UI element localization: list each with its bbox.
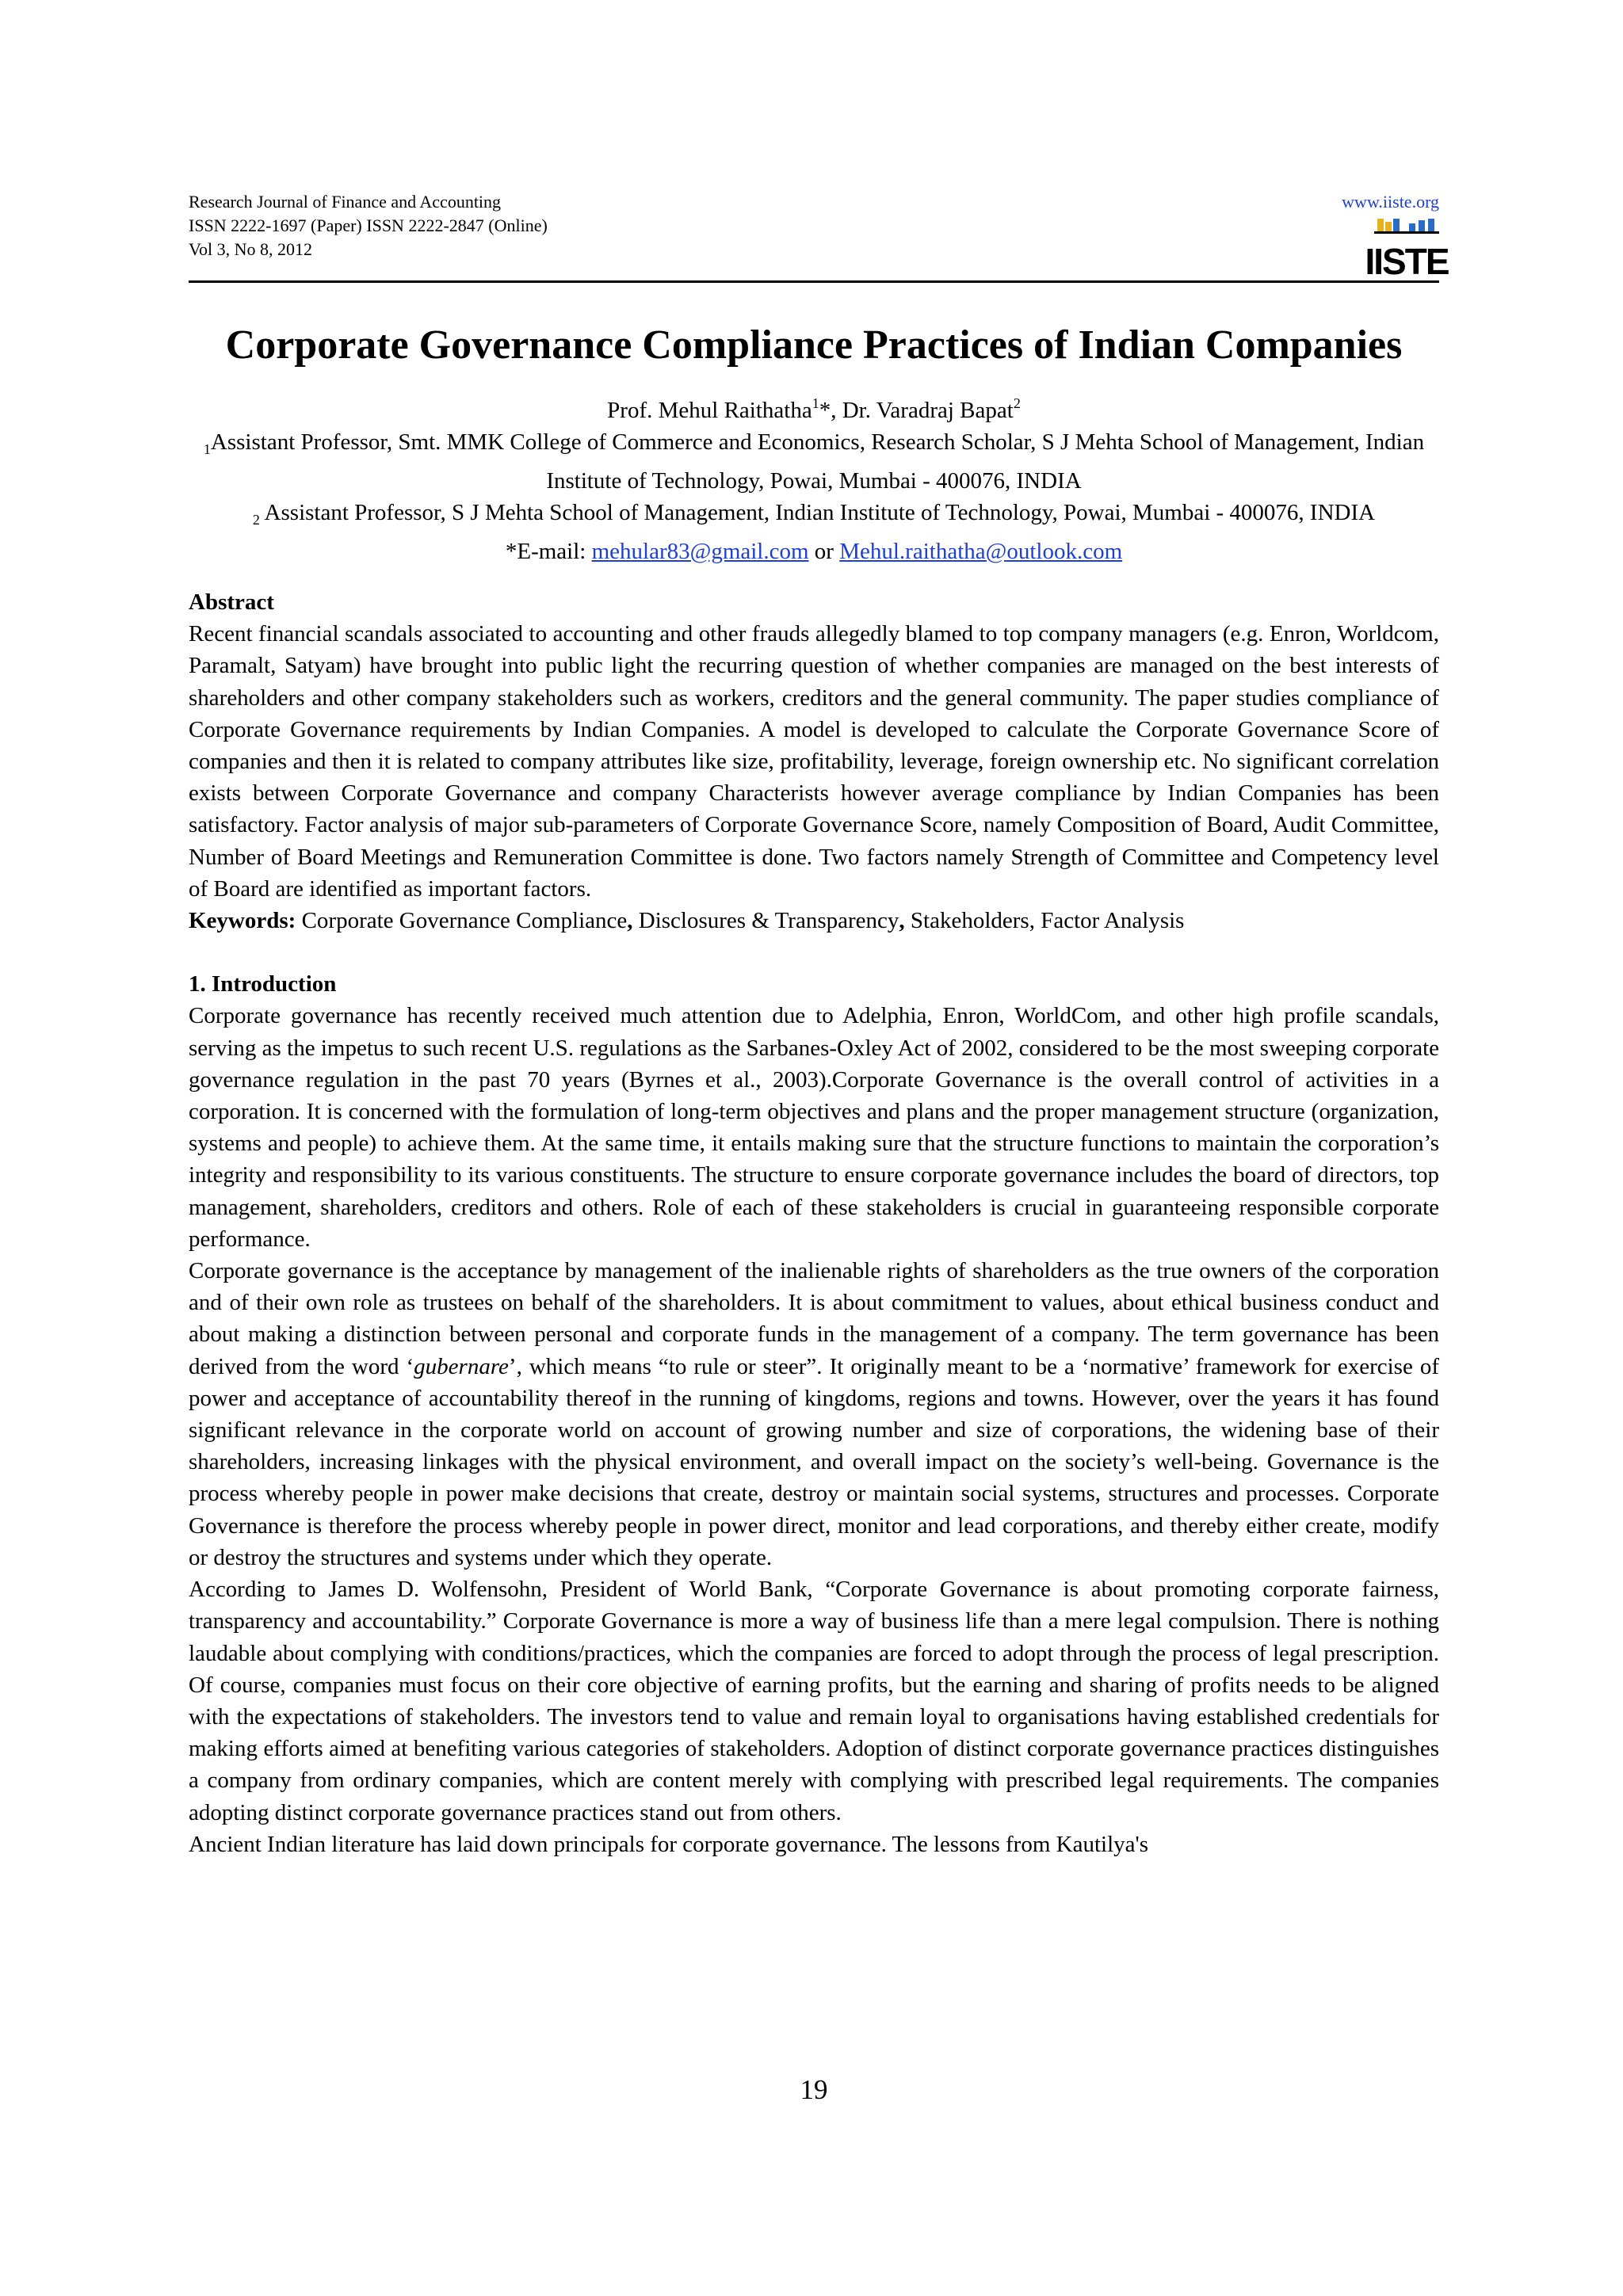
- section-gap: [189, 936, 1439, 968]
- intro-paragraph-3: According to James D. Wolfensohn, President of World Bank, “Corporate Governance is about promoting corporate fairness, transparency and accountability.” Corporate Governance is more a way of business life than a mere legal compulsion. There is nothing laudable about complying with conditions/practices, which the companies are forced to adopt through the process of legal prescription. Of course, companies must focus on their core objective of earning profits, but the earning and sharing of profits needs to be aligned with the expectations of stakeholders. The investors tend to value and remain loyal to organisations having established credentials for making efforts aimed at benefiting various categories of stakeholders. Adoption of distinct corporate governance practices distinguishes a company from ordinary companies, which are content merely with complying with prescribed legal requirements. The companies adopting distinct corporate governance practices stand out from others.: [189, 1577, 1439, 1825]
- header-rule: [189, 280, 1439, 283]
- logo-text: IISTE: [1365, 241, 1449, 282]
- iiste-logo: [1365, 215, 1449, 282]
- journal-header: [189, 190, 1449, 284]
- intro-paragraph-1: Corporate governance has recently received much attention due to Adelphia, Enron, WorldCom, and other high profile scandals, serving as the impetus to such recent U.S. regulations as the Sarbanes-Oxley Act of 2002, considered to be the most sweeping corporate governance regulation in the past 70 years (Byrnes et al., 2003).Corporate Governance is the overall control of activities in a corporation. It is concerned with the formulation of long-term objectives and plans and the proper management structure (organization, systems and people) to achieve them. At the same time, it entails making sure that the structure functions to maintain the corporation’s integrity and responsibility to its various constituents. The structure to ensure corporate governance includes the board of directors, top management, shareholders, creditors and others. Role of each of these stakeholders is crucial in guaranteeing responsible corporate performance.: [189, 1003, 1439, 1252]
- intro-paragraph-2: Corporate governance is the acceptance by management of the inalienable rights of shareholders as the true owners of the corporation and of their own role as trustees on behalf of the shareholders. It is about commitment to values, about ethical business conduct and about making a distinction between personal and corporate funds in the management of a company. The term governance has been derived from the word ‘gubernare’, which means “to rule or steer”. It originally meant to be a ‘normative’ framework for exercise of power and acceptance of accountability thereof in the running of kingdoms, regions and towns. However, over the years it has found significant relevance in the corporate world on account of growing number and size of corporations, the widening base of their shareholders, increasing linkages with the physical environment, and overall impact on the society’s well-being. Governance is the process whereby people in power make decisions that create, destroy or maintain social systems, structures and processes. Corporate Governance is therefore the process whereby people in power direct, monitor and lead corporations, and thereby either create, modify or destroy the structures and systems under which they operate.: [189, 1258, 1440, 1570]
- journal-url[interactable]: www.iiste.org: [1342, 192, 1439, 212]
- affiliation-1: $_1$Assistant Professor, Smt. MMK College of Commerce and Economics, Research Scholar, S J Mehta School of Management, Indian Institute of Technology, Powai, Mumbai - 400076, INDIA: [203, 429, 1425, 494]
- paper-title: Corporate Governance Compliance Practices of Indian Companies: [225, 322, 1403, 368]
- journal-volume: Vol 3, No 8, 2012: [189, 239, 313, 259]
- journal-name: Research Journal of Finance and Accounting: [189, 192, 502, 212]
- abstract-text: Recent financial scandals associated to accounting and other frauds allegedly blamed to top company managers (e.g. Enron, Worldcom, Paramalt, Satyam) have brought into public light the recurring question of whether companies are managed on the best interests of shareholders and other company stakeholders such as workers, creditors and the general community. The paper studies compliance of Corporate Governance requirements by Indian Companies. A model is developed to calculate the Corporate Governance Score of companies and then it is related to company attributes like size, profitability, leverage, foreign ownership etc. No significant correlation exists between Corporate Governance and company Characterists however average compliance by Indian Companies has been satisfactory. Factor analysis of major sub-parameters of Corporate Governance Score, namely Composition of Board, Audit Committee, Number of Board Meetings and Remuneration Committee is done. Two factors namely Strength of Committee and Competency level of Board are identified as important factors.: [189, 621, 1439, 902]
- keywords-line: Keywords: Corporate Governance Compliance, Disclosures & Transparency, Stakeholders, Factor Analysis: [189, 908, 1185, 934]
- email-link-2[interactable]: Mehul.raithatha@outlook.com: [839, 539, 1123, 564]
- page-number: 19: [800, 2074, 828, 2105]
- abstract-heading: Abstract: [189, 589, 274, 615]
- introduction-heading: 1. Introduction: [189, 971, 337, 997]
- email-line: *E-mail: mehular83@gmail.com or Mehul.raithatha@outlook.com: [505, 539, 1123, 564]
- email-link-1[interactable]: mehular83@gmail.com: [591, 539, 809, 564]
- author-line: Prof. Mehul Raithatha$^1$*, Dr. Varadraj Bapat$^2$: [607, 395, 1021, 423]
- journal-issn: ISSN 2222-1697 (Paper) ISSN 2222-2847 (Online): [189, 215, 548, 235]
- paper-body: [189, 586, 1439, 1860]
- affiliation-2: $_2$ Assistant Professor, S J Mehta School of Management, Indian Institute of Technology, Powai, Mumbai - 400076, INDIA: [252, 500, 1376, 528]
- author-block: [189, 395, 1439, 567]
- intro-paragraph-4: Ancient Indian literature has laid down principals for corporate governance. The lessons from Kautilya's: [189, 1831, 1149, 1857]
